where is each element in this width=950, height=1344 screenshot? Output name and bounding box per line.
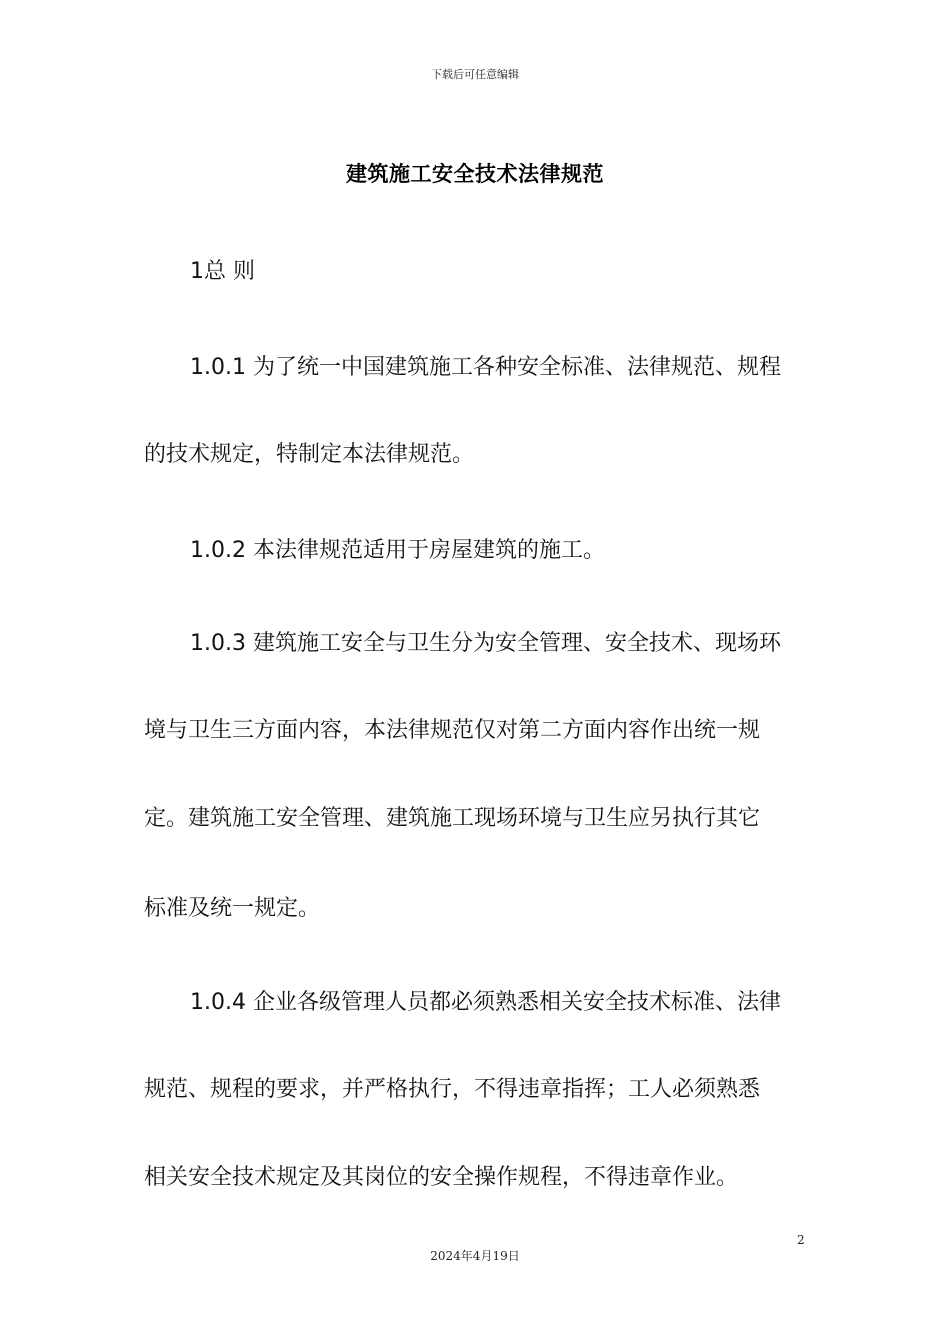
document-title: 建筑施工安全技术法律规范 (346, 162, 604, 186)
page-number: 2 (797, 1233, 805, 1247)
page-header: 下载后可任意编辑 (431, 68, 519, 81)
page-date: 2024年4月19日 (430, 1249, 520, 1263)
paragraph-1-0-1-line-1: 1.0.1 为了统一中国建筑施工各种安全标准、法律规范、规程 (190, 355, 781, 380)
paragraph-1-0-2-line-1: 1.0.2 本法律规范适用于房屋建筑的施工。 (190, 538, 605, 563)
paragraph-1-0-1-line-2: 的技术规定，特制定本法律规范。 (144, 442, 475, 467)
paragraph-1-0-4-line-1: 1.0.4 企业各级管理人员都必须熟悉相关安全技术标准、法律 (190, 990, 781, 1015)
paragraph-1-0-4-line-3: 相关安全技术规定及其岗位的安全操作规程，不得违章作业。 (144, 1165, 739, 1190)
section-heading-general: 1总 则 (190, 259, 255, 284)
paragraph-1-0-4-line-2: 规范、规程的要求，并严格执行，不得违章指挥；工人必须熟悉 (144, 1077, 761, 1102)
paragraph-1-0-3-line-3: 定。建筑施工安全管理、建筑施工现场环境与卫生应另执行其它 (144, 806, 761, 831)
paragraph-1-0-3-line-1: 1.0.3 建筑施工安全与卫生分为安全管理、安全技术、现场环 (190, 631, 781, 656)
paragraph-1-0-3-line-4: 标准及统一规定。 (144, 896, 321, 921)
paragraph-1-0-3-line-2: 境与卫生三方面内容，本法律规范仅对第二方面内容作出统一规 (144, 718, 761, 743)
